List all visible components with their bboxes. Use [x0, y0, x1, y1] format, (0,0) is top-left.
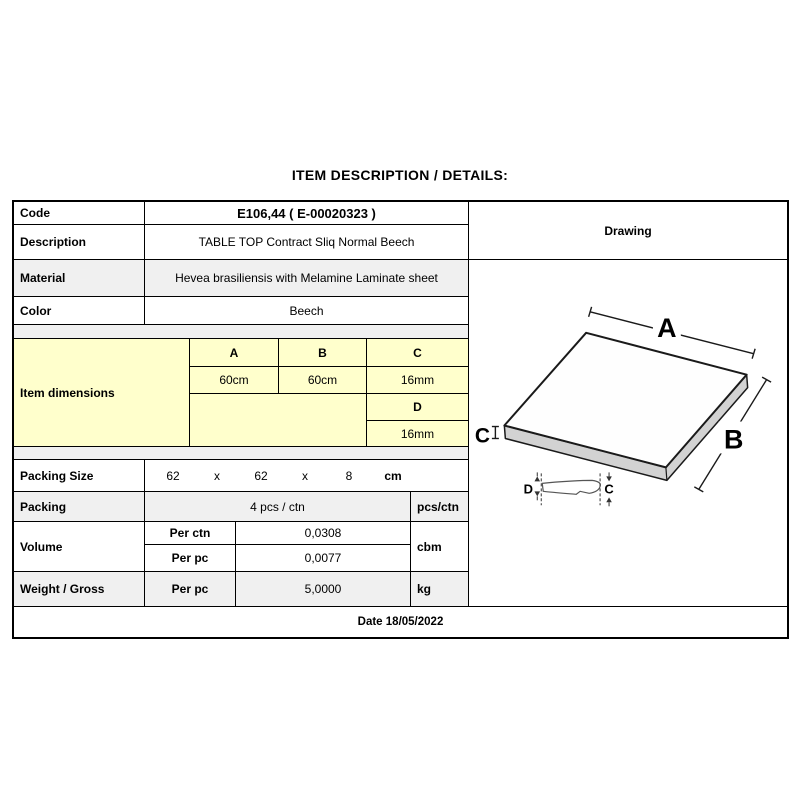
- volume-label: Volume: [14, 522, 145, 572]
- material-label: Material: [14, 260, 145, 297]
- packing-size-x1: x: [214, 468, 220, 483]
- dimension-c: [475, 424, 499, 447]
- drawing-panel: [469, 260, 787, 607]
- edge-profile-section: [524, 472, 614, 506]
- color-value: Beech: [145, 297, 469, 325]
- packing-value: 4 pcs / ctn: [145, 492, 411, 522]
- edge-profile-shape: [542, 480, 600, 494]
- dim-b-value: 60cm: [279, 367, 367, 394]
- dim-a-value: 60cm: [190, 367, 279, 394]
- weight-per-pc-label: Per pc: [145, 572, 236, 607]
- date-row: Date 18/05/2022: [357, 616, 444, 628]
- dimension-a-label: A: [657, 312, 677, 343]
- dimension-c-label: C: [474, 424, 490, 448]
- dim-col-a-header: A: [190, 339, 279, 367]
- item-dimensions-label: Item dimensions: [14, 339, 190, 447]
- dim-col-c-header: C: [367, 339, 469, 367]
- weight-unit: kg: [411, 572, 469, 607]
- volume-per-ctn-label: Per ctn: [145, 522, 236, 545]
- packing-size-value: [145, 460, 469, 492]
- packing-size-l: 62: [254, 468, 268, 483]
- section-c-label: C: [604, 481, 614, 497]
- packing-label: Packing: [14, 492, 145, 522]
- volume-per-pc-label: Per pc: [145, 545, 236, 572]
- volume-per-pc-value: 0,0077: [236, 545, 411, 572]
- code-label: Code: [14, 202, 145, 225]
- dim-empty-cell: [190, 394, 367, 447]
- page-title: ITEM DESCRIPTION / DETAILS:: [291, 167, 509, 183]
- dim-col-d-header: D: [367, 394, 469, 421]
- packing-unit: pcs/ctn: [411, 492, 469, 522]
- description-value: TABLE TOP Contract Sliq Normal Beech: [145, 225, 469, 260]
- dim-col-b-header: B: [279, 339, 367, 367]
- packing-size-x2: x: [302, 468, 308, 483]
- packing-size-w: 62: [166, 468, 180, 483]
- volume-per-ctn-value: 0,0308: [236, 522, 411, 545]
- weight-label: Weight / Gross: [14, 572, 145, 607]
- weight-value: 5,0000: [236, 572, 411, 607]
- material-value: Hevea brasiliensis with Melamine Laminate sheet: [145, 260, 469, 297]
- section-d-label: D: [523, 481, 533, 497]
- packing-size-h: 8: [345, 468, 353, 483]
- dim-d-value: 16mm: [367, 421, 469, 447]
- spacer-row-bottom: [14, 447, 469, 460]
- tabletop-drawing: [469, 260, 787, 606]
- packing-size-label: Packing Size: [14, 460, 145, 492]
- color-label: Color: [14, 297, 145, 325]
- volume-unit: cbm: [411, 522, 469, 572]
- description-label: Description: [14, 225, 145, 260]
- code-value: E106,44 ( E-00020323 ): [145, 202, 469, 225]
- packing-size-unit: cm: [384, 468, 402, 483]
- drawing-header: Drawing: [469, 202, 787, 260]
- dimension-b-label: B: [723, 424, 744, 455]
- dim-c-value: 16mm: [367, 367, 469, 394]
- item-spec-table: [12, 200, 789, 639]
- spacer-row-top: [14, 325, 469, 339]
